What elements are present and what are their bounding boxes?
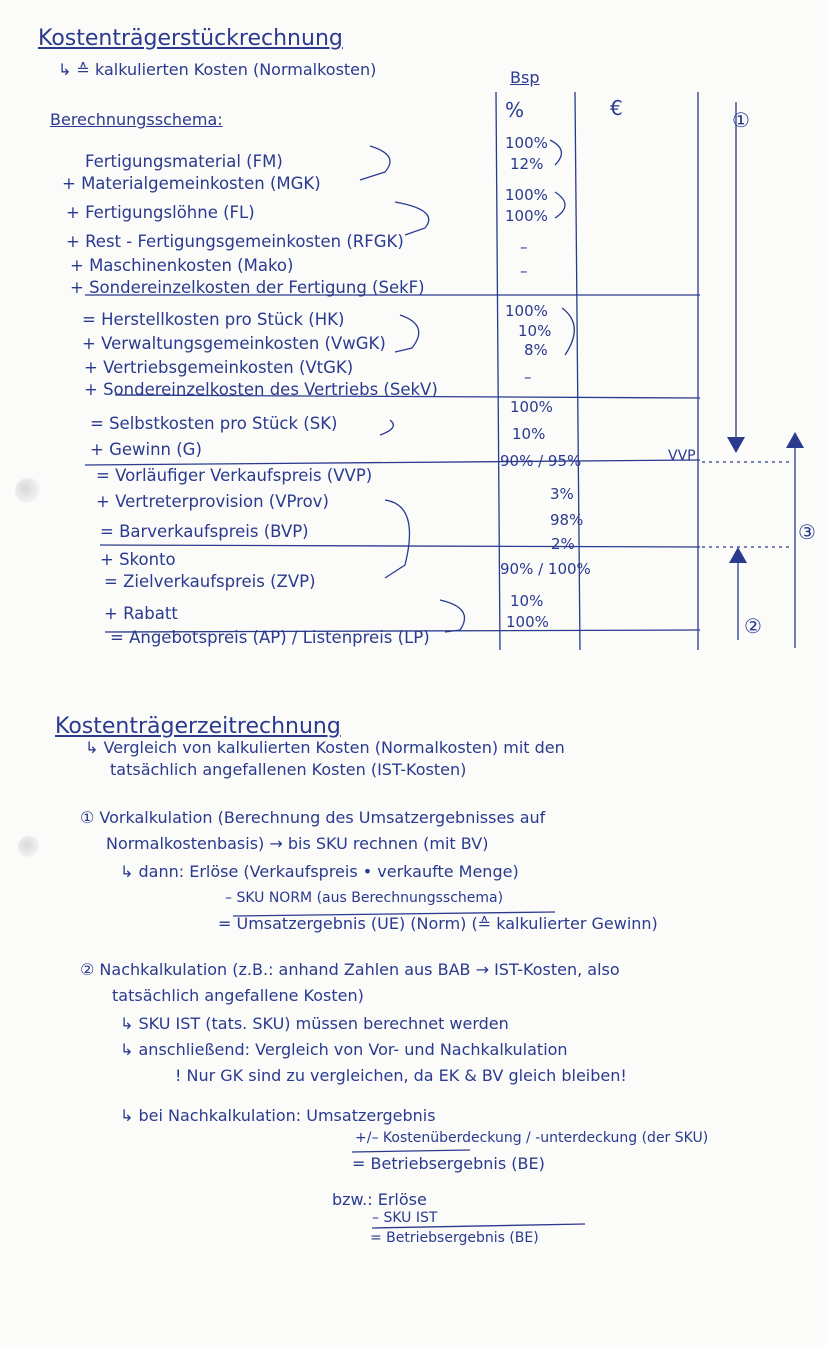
nachkalkulation-line: ↳ bei Nachkalkulation: Umsatzergebnis — [120, 1106, 436, 1125]
schema-row-percent: – — [520, 262, 528, 280]
schema-row-label: + Materialgemeinkosten (MGK) — [62, 174, 321, 193]
schema-row-label: Fertigungsmaterial (FM) — [85, 152, 283, 171]
nachkalkulation-line: ② Nachkalkulation (z.B.: anhand Zahlen aus BAB → IST-Kosten, also — [80, 960, 620, 979]
schema-row-label: + Skonto — [100, 550, 176, 569]
nachkalkulation-note: ! Nur GK sind zu vergleichen, da EK & BV gleich bleiben! — [175, 1066, 627, 1085]
schema-label: Berechnungsschema: — [50, 110, 223, 129]
schema-row-label: = Angebotspreis (AP) / Listenpreis (LP) — [110, 628, 430, 647]
bracket-arrow — [440, 600, 465, 632]
schema-row-percent: – — [524, 368, 532, 386]
bracket-arrow — [380, 420, 393, 435]
schema-row-label: + Vertreterprovision (VProv) — [96, 492, 329, 511]
nachkalkulation-line: = Betriebsergebnis (BE) — [352, 1154, 545, 1173]
bracket-arrow — [385, 500, 410, 578]
schema-row-percent: 10% — [518, 322, 552, 340]
schema-row-label: + Fertigungslöhne (FL) — [66, 203, 255, 222]
schema-row-percent: 12% — [510, 155, 544, 173]
section1-subtitle: ↳ ≙ kalkulierten Kosten (Normalkosten) — [58, 60, 377, 79]
alternative-line: – SKU IST — [372, 1210, 438, 1226]
schema-row-label: + Sondereinzelkosten des Vertriebs (SekV) — [84, 380, 438, 399]
schema-row-label: + Verwaltungsgemeinkosten (VwGK) — [82, 334, 386, 353]
schema-row-percent: 10% — [510, 592, 544, 610]
paper-smudge — [18, 836, 40, 858]
nachkalkulation-line: ↳ anschließend: Vergleich von Vor- und Nachkalkulation — [120, 1040, 568, 1059]
schema-row-percent: 10% — [512, 425, 546, 443]
section2-intro-line: tatsächlich angefallenen Kosten (IST-Kosten) — [110, 760, 467, 779]
schema-row-percent: 100% — [505, 302, 548, 320]
schema-row-percent: 100% — [505, 134, 548, 152]
nachkalkulation-line: tatsächlich angefallene Kosten) — [112, 986, 364, 1005]
arrow-2-head — [729, 547, 747, 563]
schema-row-label: = Zielverkaufspreis (ZVP) — [104, 572, 316, 591]
pct-bracket — [562, 308, 574, 355]
schema-row-label: + Sondereinzelkosten der Fertigung (SekF) — [70, 278, 425, 297]
schema-row-percent: 98% — [550, 511, 584, 529]
schema-row-label: + Gewinn (G) — [90, 440, 202, 459]
schema-row-label: + Rest - Fertigungsgemeinkosten (RFGK) — [66, 232, 404, 251]
vvp-marker: VVP — [668, 448, 696, 464]
column-percent: % — [505, 98, 525, 122]
circle-number-2: ② — [744, 614, 762, 638]
schema-row-percent: 2% — [551, 535, 575, 553]
bracket-arrow — [395, 202, 429, 235]
schema-row-percent: 8% — [524, 341, 548, 359]
schema-row-label: + Maschinenkosten (Mako) — [70, 256, 294, 275]
section2-intro-line: ↳ Vergleich von kalkulierten Kosten (Normalkosten) mit den — [85, 738, 565, 757]
arrow-3-head — [786, 432, 804, 448]
section1-title: Kostenträgerstückrechnung — [38, 26, 343, 51]
column-euro: € — [610, 96, 623, 120]
schema-row-label: + Rabatt — [104, 604, 178, 623]
schema-row-label: + Vertriebsgemeinkosten (VtGK) — [84, 358, 354, 377]
alternative-line: = Betriebsergebnis (BE) — [370, 1230, 539, 1246]
pct-bracket — [550, 140, 561, 165]
schema-row-label: = Barverkaufspreis (BVP) — [100, 522, 309, 541]
alternative-line: bzw.: Erlöse — [332, 1190, 427, 1209]
separator-line — [85, 460, 700, 465]
pct-bracket — [555, 192, 565, 218]
circle-number-3: ③ — [798, 520, 816, 544]
vorkalkulation-line: ↳ dann: Erlöse (Verkaufspreis • verkaufte Menge) — [120, 862, 519, 881]
schema-row-percent: 90% / 95% — [500, 452, 582, 470]
schema-row-percent: 100% — [505, 186, 548, 204]
schema-row-label: = Vorläufiger Verkaufspreis (VVP) — [96, 466, 373, 485]
arrow-1-head — [727, 437, 745, 453]
schema-row-percent: 90% / 100% — [500, 560, 591, 578]
schema-row-percent: – — [520, 238, 528, 256]
schema-row-percent: 3% — [550, 485, 574, 503]
nachkalkulation-line: +/– Kostenüberdeckung / -unterdeckung (der SKU) — [355, 1130, 709, 1146]
schema-row-percent: 100% — [510, 398, 553, 416]
section2-title: Kostenträgerzeitrechnung — [55, 714, 341, 739]
vorkalkulation-line: Normalkostenbasis) → bis SKU rechnen (mit BV) — [106, 834, 489, 853]
circle-number-1: ① — [732, 108, 750, 132]
vorkalkulation-line: ① Vorkalkulation (Berechnung des Umsatzergebnisses auf — [80, 808, 546, 827]
paper-smudge — [15, 478, 41, 504]
schema-row-label: = Herstellkosten pro Stück (HK) — [82, 310, 345, 329]
separator-line — [100, 545, 700, 547]
bracket-arrow — [395, 315, 419, 352]
schema-row-label: = Selbstkosten pro Stück (SK) — [90, 414, 338, 433]
bracket-arrow — [360, 146, 390, 180]
schema-row-percent: 100% — [505, 207, 548, 225]
column-bsp: Bsp — [510, 68, 540, 87]
sum-line — [352, 1150, 470, 1152]
vorkalkulation-line: = Umsatzergebnis (UE) (Norm) (≙ kalkulierter Gewinn) — [218, 914, 658, 933]
schema-row-percent: 100% — [506, 613, 549, 631]
nachkalkulation-line: ↳ SKU IST (tats. SKU) müssen berechnet werden — [120, 1014, 509, 1033]
vorkalkulation-line: – SKU NORM (aus Berechnungsschema) — [225, 890, 504, 906]
